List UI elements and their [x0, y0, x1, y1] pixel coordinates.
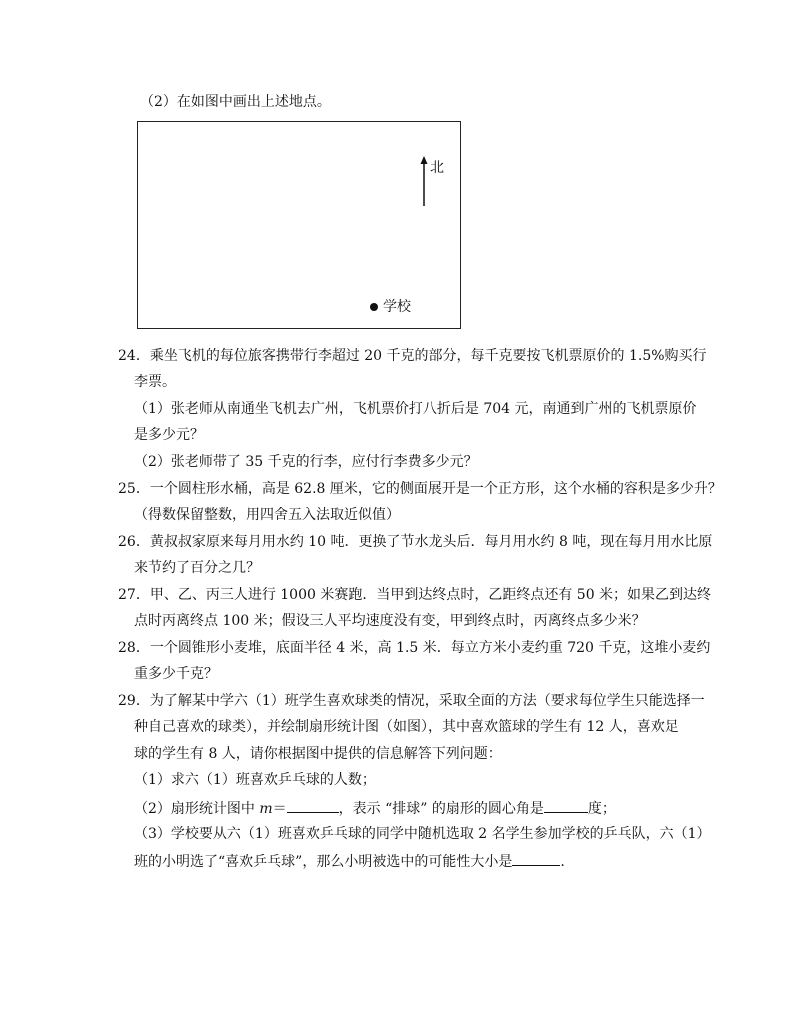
map-frame — [137, 121, 461, 329]
variable-m: m — [259, 801, 273, 817]
q29-part2-text-c: ，表示 “排球” 的扇形的圆心角是 — [338, 801, 544, 817]
q24-part1-line1: （1）张老师从南通坐飞机去广州，飞机票价打八折后是 704 元，南通到广州的飞机票原价 — [134, 401, 697, 417]
q29-line1: 29．为了解某中学六（1）班学生喜欢球类的情况，采取全面的方法（要求每位学生只能选择一 — [118, 693, 705, 709]
q29-part1: （1）求六（1）班喜欢乒乓球的人数； — [134, 772, 376, 788]
q29-part3-period: . — [560, 854, 565, 870]
q28-line2: 重多少千克？ — [134, 666, 218, 682]
q26-line2: 来节约了百分之几？ — [134, 560, 260, 576]
q29-part2-equals: ＝ — [272, 801, 287, 817]
q25-line1: 25．一个圆柱形水桶，高是 62.8 厘米，它的侧面展开是一个正方形，这个水桶的容积是多少升？ — [118, 481, 722, 497]
q24-line2: 李票。 — [134, 374, 176, 390]
q24-part1-line2: 是多少元？ — [134, 427, 204, 443]
q29-part3-line1: （3）学校要从六（1）班喜欢乒乓球的同学中随机选取 2 名学生参加学校的乒乓队，六（1） — [134, 826, 711, 842]
q25-line2: （得数保留整数，用四舍五入法取近似值） — [134, 507, 400, 523]
school-dot-icon — [370, 303, 378, 311]
q24-part2: （2）张老师带了 35 千克的行李，应付行李费多少元？ — [134, 454, 478, 470]
q27-line2: 点时丙离终点 100 米；假设三人平均速度没有变，甲到终点时，丙离终点多少米？ — [134, 613, 646, 629]
q26-line1: 26．黄叔叔家原来每月用水约 10 吨．更换了节水龙头后．每月用水约 8 吨，现在每月用水比原 — [118, 534, 713, 550]
q29-part2 — [134, 798, 616, 818]
answer-blank-angle[interactable] — [544, 798, 588, 813]
school-label: 学校 — [383, 299, 411, 315]
north-label: 北 — [430, 160, 444, 176]
q27-line1: 27．甲、乙、丙三人进行 1000 米赛跑．当甲到达终点时，乙距终点还有 50 米；如果乙到达终 — [118, 587, 712, 603]
q29-part2-text-d: 度； — [587, 801, 616, 817]
q24-line1: 24．乘坐飞机的每位旅客携带行李超过 20 千克的部分，每千克要按飞机票原价的 1.5%购买行 — [118, 348, 707, 364]
q23-part2-text: （2）在如图中画出上述地点。 — [140, 94, 331, 110]
q29-line3: 球的学生有 8 人，请你根据图中提供的信息解答下列问题： — [134, 746, 502, 762]
q28-line1: 28．一个圆锥形小麦堆，底面半径 4 米，高 1.5 米．每立方米小麦约重 720 千克，这堆小麦约 — [118, 640, 711, 656]
answer-blank-probability[interactable] — [512, 851, 560, 866]
q29-part2-text-a: （2）扇形统计图中 — [134, 801, 260, 817]
q29-part3-text: 班的小明选了“喜欢乒乓球”，那么小明被选中的可能性大小是 — [134, 854, 513, 870]
q29-part3-line2 — [134, 851, 565, 871]
q29-line2: 种自己喜欢的球类），并绘制扇形统计图（如图），其中喜欢篮球的学生有 12 人，喜欢足 — [134, 719, 679, 735]
answer-blank-m[interactable] — [287, 798, 339, 813]
